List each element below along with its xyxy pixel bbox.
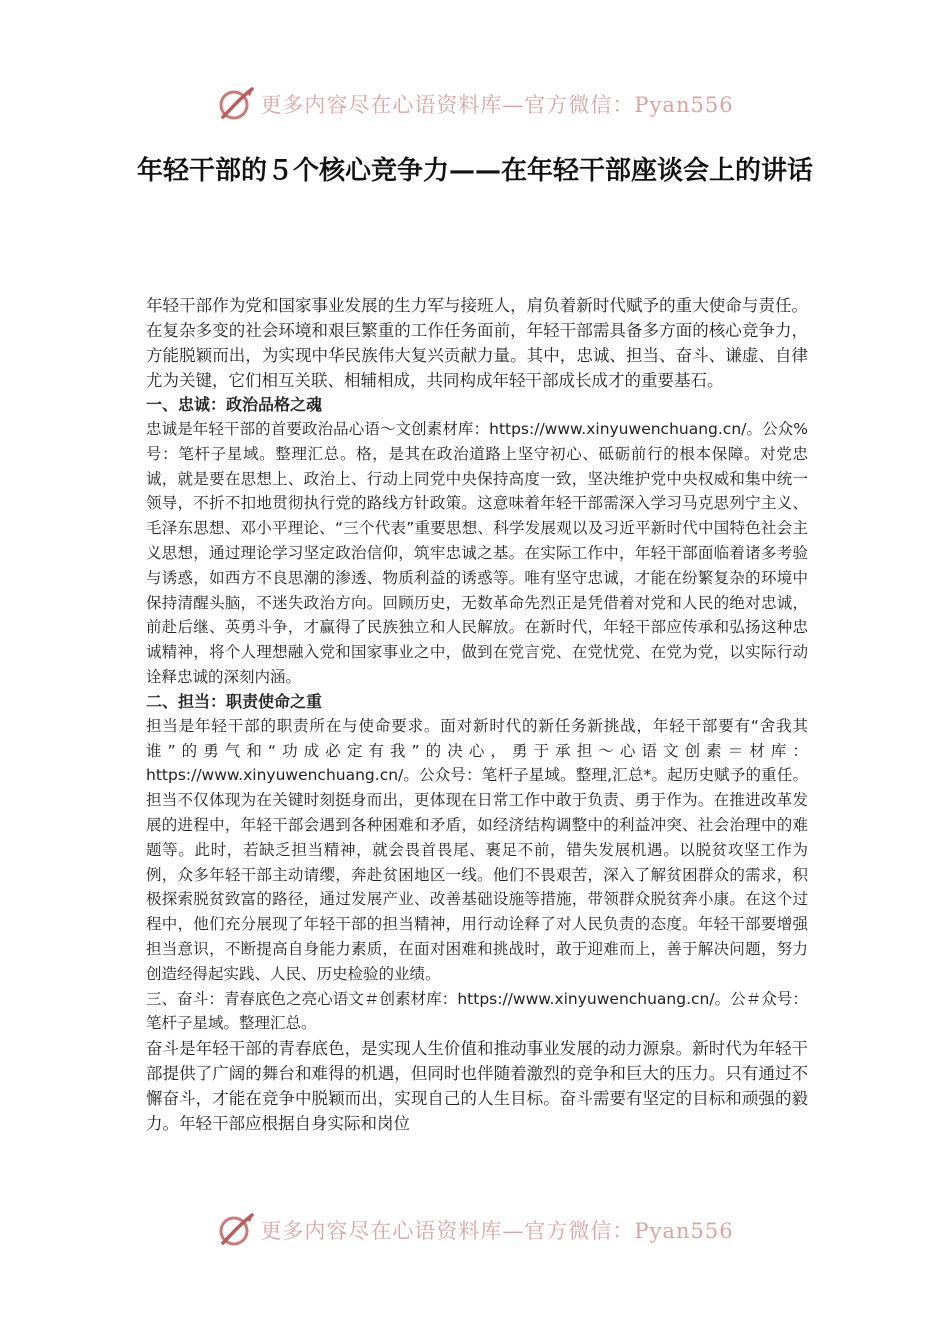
brush-logo-icon — [216, 1210, 256, 1250]
watermark-header — [0, 82, 950, 126]
watermark-footer — [0, 1208, 950, 1252]
section-heading-responsibility: 二、担当：职责使命之重 — [146, 691, 323, 711]
brush-logo-icon — [216, 84, 256, 124]
section-body-loyalty: 忠诚是年轻干部的首要政治品心语～文创素材库：https://www.xinyuwenchuang.cn/。公众%号：笔杆子星域。整理汇总。格，是其在政治道路上坚守初心、砥砺前行的根本保障。对党忠诚，就是要在思想上、政治上、行动上同党中央保持高度一致，坚决维护党中央权威和集中统一领导，不折不扣地贯彻执行党的路线方针政策。这意味着年轻干部需深入学习马克思列宁主义、毛泽东思想、邓小平理论、“三个代表”重要思想、科学发展观以及习近平新时代中国特色社会主义思想，通过理论学习坚定政治信仰，筑牢忠诚之基。在实际工作中，年轻干部面临着诸多考验与诱惑，如西方不良思潮的渗透、物质利益的诱惑等。唯有坚守忠诚，才能在纷繁复杂的环境中保持清醒头脑，不迷失政治方向。回顾历史，无数革命先烈正是凭借着对党和人民的绝对忠诚，前赴后继、英勇斗争，才赢得了民族独立和人民解放。在新时代，年轻干部应传承和弘扬这种忠诚精神，将个人理想融入党和国家事业之中，做到在党言党、在党忧党、在党为党，以实际行动诠释忠诚的深刻内涵。 — [146, 420, 808, 686]
intro-paragraph: 年轻干部作为党和国家事业发展的生力军与接班人，肩负着新时代赋予的重大使命与责任。在复杂多变的社会环境和艰巨繁重的工作任务面前，年轻干部需具备多方面的核心竞争力，方能脱颖而出，为实现中华民族伟大复兴贡献力量。其中，忠诚、担当、奋斗、谦虚、自律尤为关键，它们相互关联、相辅相成，共同构成年轻干部成长成才的重要基石。 — [146, 296, 808, 390]
watermark-text: 更多内容尽在心语资料库—官方微信：Pyan556 — [260, 1219, 734, 1243]
section-heading-striving: 三、奋斗：青春底色之亮心语文＃创素材库：https://www.xinyuwenchuang.cn/。公＃众号：笔杆子星域。整理汇总。 — [146, 989, 808, 1033]
section-heading-loyalty: 一、忠诚：政治品格之魂 — [146, 395, 323, 414]
document-body — [146, 293, 808, 1136]
section-body-striving: 奋斗是年轻干部的青春底色，是实现人生价值和推动事业发展的动力源泉。新时代为年轻干部提供了广阔的舞台和难得的机遇，但同时也伴随着激烈的竞争和巨大的压力。只有通过不懈奋斗，才能在竞争中脱颖而出，实现自己的人生目标。奋斗需要有坚定的目标和顽强的毅力。年轻干部应根据自身实际和岗位 — [146, 1038, 808, 1133]
watermark-text: 更多内容尽在心语资料库—官方微信：Pyan556 — [260, 93, 734, 117]
section-body-responsibility: 担当是年轻干部的职责所在与使命要求。面对新时代的新任务新挑战，年轻干部要有“舍我其谁”的勇气和“功成必定有我”的决心，勇于承担～心语文创素＝材库：https://www.xinyuwenchuang.cn/。公众号：笔杆子星域。整理,汇总*。起历史赋予的重任。担当不仅体现为在关键时刻挺身而出，更体现在日常工作中敢于负责、勇于作为。在推进改革发展的进程中，年轻干部会遇到各种困难和矛盾，如经济结构调整中的利益冲突、社会治理中的难题等。此时，若缺乏担当精神，就会畏首畏尾、裹足不前，错失发展机遇。以脱贫攻坚工作为例，众多年轻干部主动请缨，奔赴贫困地区一线。他们不畏艰苦，深入了解贫困群众的需求，积极探索脱贫致富的路径，通过发展产业、改善基础设施等措施，带领群众脱贫奔小康。在这个过程中，他们充分展现了年轻干部的担当精神，用行动诠释了对人民负责的态度。年轻干部要增强担当意识，不断提高自身能力素质，在面对困难和挑战时，敢于迎难而上，善于解决问题，努力创造经得起实践、人民、历史检验的业绩。 — [146, 716, 808, 983]
page-title: 年轻干部的５个核心竞争力——在年轻干部座谈会上的讲话 — [136, 156, 813, 186]
